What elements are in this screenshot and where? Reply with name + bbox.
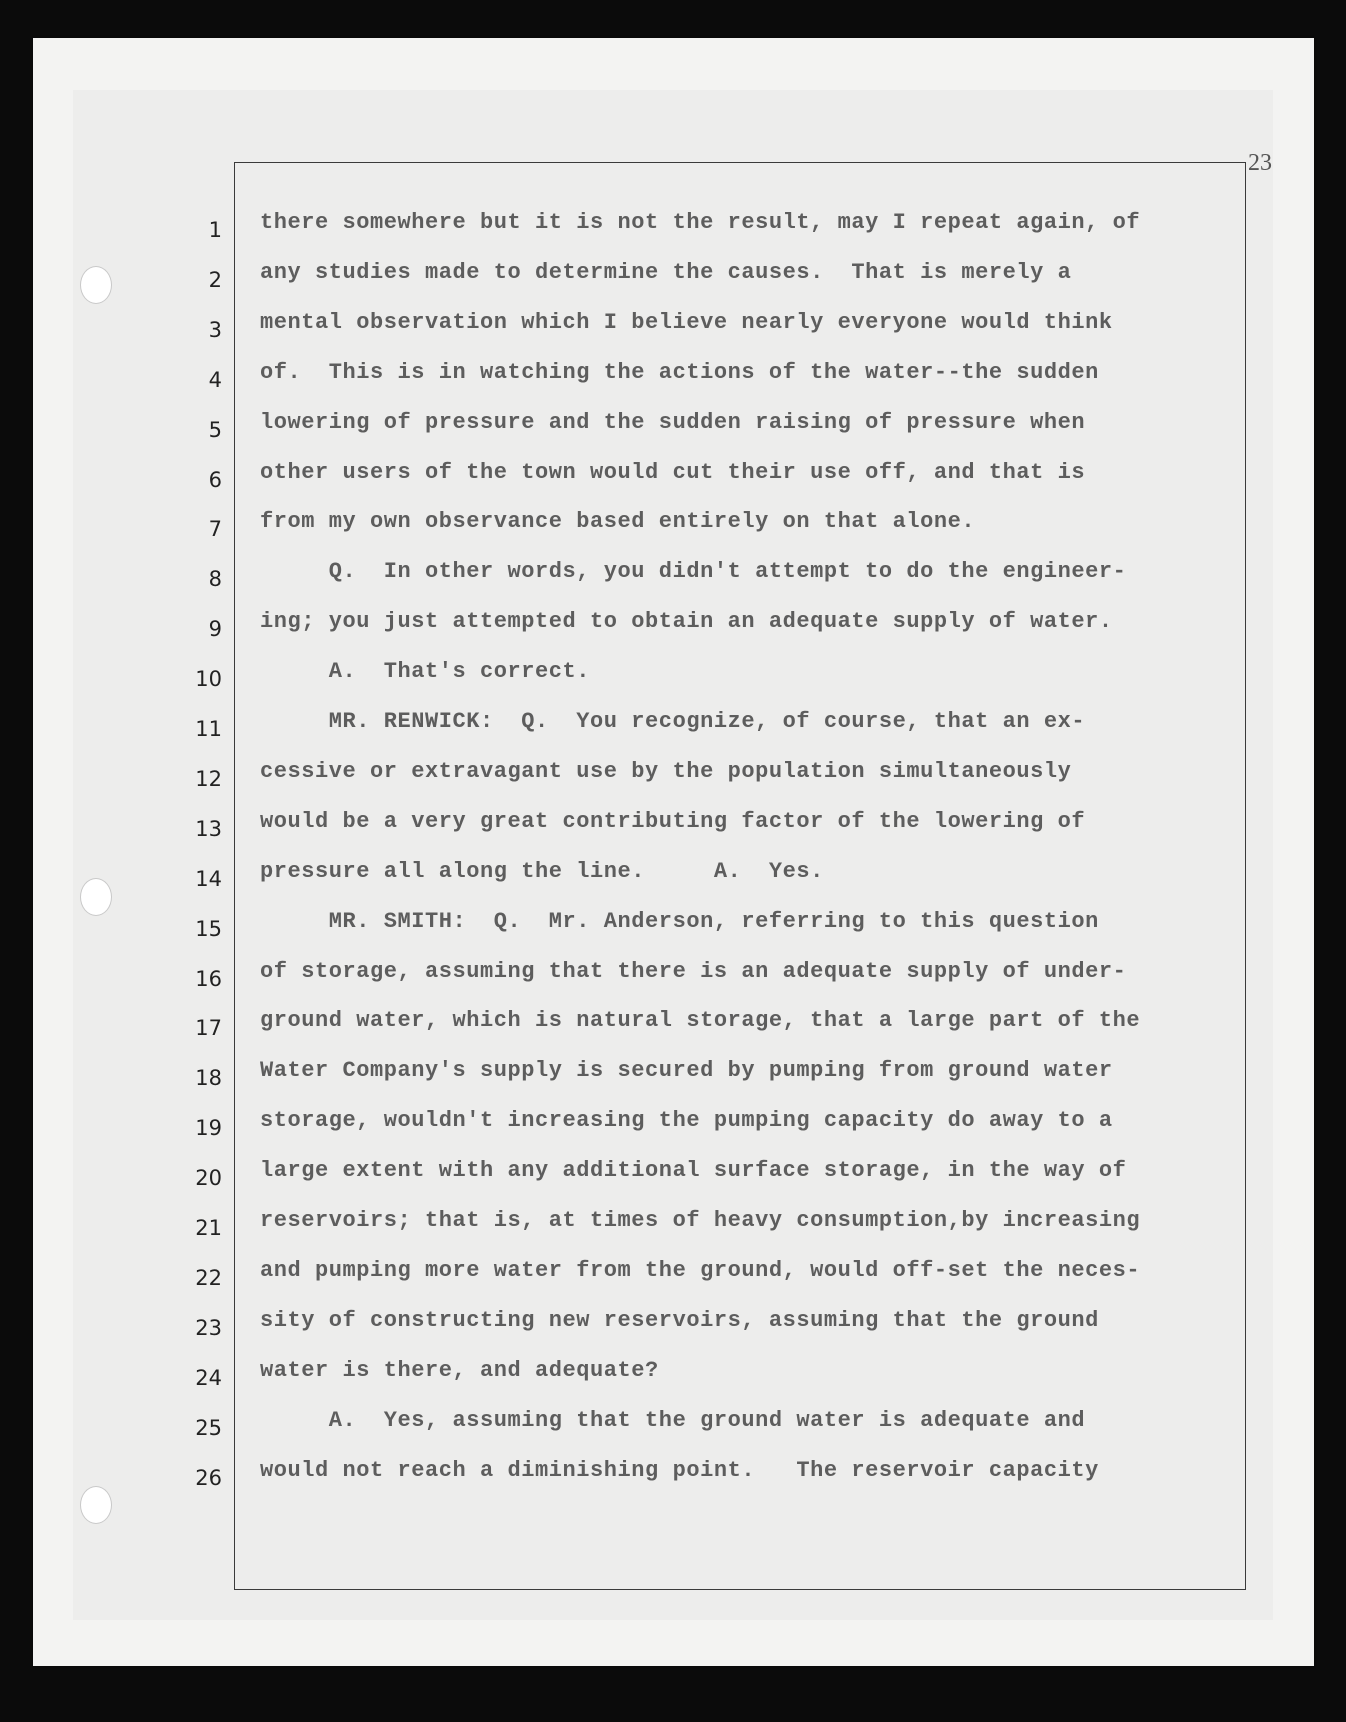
line-number: 10 [195,667,222,692]
binder-hole-top [80,266,112,304]
line-number: 26 [195,1465,222,1490]
transcript-line: lowering of pressure and the sudden raising of pressure when [260,409,1086,435]
line-number: 3 [208,317,222,342]
transcript-line: would be a very great contributing factor of the lowering of [260,808,1086,834]
line-number: 15 [195,916,222,941]
transcript-line: other users of the town would cut their use off, and that is [260,459,1086,485]
binder-hole-bottom [80,1486,112,1524]
line-number: 6 [208,467,222,492]
transcript-line: sity of constructing new reservoirs, assuming that the ground [260,1307,1099,1333]
line-number: 1 [208,218,222,242]
transcript-line: mental observation which I believe nearly everyone would think [260,309,1113,335]
transcript-line: water is there, and adequate? [260,1357,659,1383]
line-number: 4 [208,367,222,392]
line-number: 20 [195,1166,222,1191]
line-number: 19 [195,1116,222,1141]
transcript-line: ing; you just attempted to obtain an adequate supply of water. [260,609,1113,635]
line-number: 2 [208,267,222,292]
transcript-line: there somewhere but it is not the result, may I repeat again, of [260,210,1141,235]
line-number: 11 [195,717,222,741]
line-number: 5 [208,417,222,442]
transcript-line: MR. RENWICK: Q. You recognize, of course, that an ex- [260,709,1086,734]
line-number: 12 [195,766,222,791]
line-number: 25 [195,1415,222,1440]
transcript-line: from my own observance based entirely on that alone. [260,509,976,535]
transcript-line: A. Yes, assuming that the ground water is adequate and [260,1407,1086,1433]
line-number: 16 [195,966,222,991]
line-number: 8 [208,567,222,592]
transcript-line: Water Company's supply is secured by pumping from ground water [260,1058,1113,1084]
transcript-line: A. That's correct. [260,659,591,685]
transcript-line: any studies made to determine the causes. That is merely a [260,259,1072,285]
line-number: 13 [195,816,222,841]
transcript-line: of. This is in watching the actions of the water--the sudden [260,359,1099,385]
transcript-line: ground water, which is natural storage, that a large part of the [260,1008,1141,1034]
line-number: 21 [195,1216,222,1240]
transcript-line: pressure all along the line. A. Yes. [260,858,824,884]
line-number: 9 [208,617,222,642]
line-number: 17 [195,1016,222,1041]
transcript-line: and pumping more water from the ground, would off-set the neces- [260,1257,1141,1283]
transcript-line: of storage, assuming that there is an adequate supply of under- [260,958,1127,984]
page-number: 23 [1248,150,1272,176]
transcript-line: Q. In other words, you didn't attempt to do the engineer- [260,559,1127,585]
transcript-line: reservoirs; that is, at times of heavy consumption,by increasing [260,1208,1141,1233]
line-number: 22 [195,1265,222,1290]
transcript-line: MR. SMITH: Q. Mr. Anderson, referring to this question [260,908,1099,934]
binder-hole-middle [80,878,112,916]
line-number: 23 [195,1315,222,1340]
transcript-line: large extent with any additional surface storage, in the way of [260,1158,1127,1184]
transcript-line: storage, wouldn't increasing the pumping capacity do away to a [260,1108,1113,1134]
transcript-line: cessive or extravagant use by the population simultaneously [260,758,1072,784]
line-number: 18 [195,1066,222,1091]
line-number: 14 [195,866,222,891]
transcript-line: would not reach a diminishing point. The reservoir capacity [260,1457,1099,1483]
line-number: 7 [208,517,222,542]
line-number: 24 [195,1365,222,1390]
